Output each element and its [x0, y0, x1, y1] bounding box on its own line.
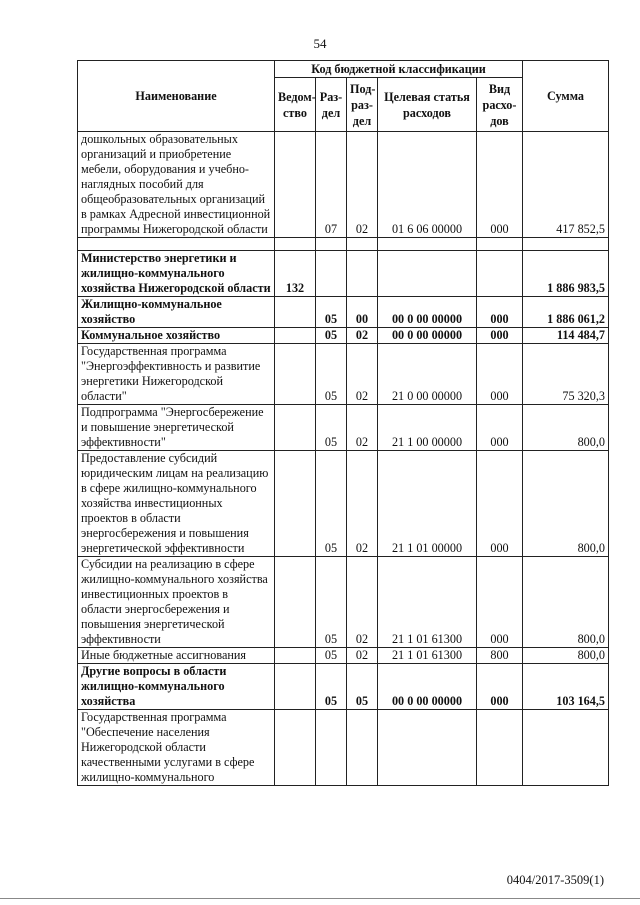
- table-gap-row: [78, 238, 609, 251]
- row-podrazdel-cell: 00: [347, 297, 378, 328]
- row-podrazdel-cell: 02: [347, 557, 378, 648]
- row-razdel-cell: [316, 710, 347, 786]
- row-name-cell: Другие вопросы в области жилищно-коммунального хозяйства: [78, 664, 275, 710]
- row-vid-cell: 000: [477, 405, 523, 451]
- row-tselevaya-cell: 21 1 01 61300: [378, 648, 477, 664]
- row-podrazdel-cell: [347, 238, 378, 251]
- table-row: [78, 297, 609, 328]
- table-row: [78, 648, 609, 664]
- row-name-cell: Жилищно-коммунальное хозяйство: [78, 297, 275, 328]
- row-name-cell: Предоставление субсидий юридическим лицам на реализацию в сфере жилищно-коммунального хозяйства инвестиционных проектов в области энергосбережения и повышения энергетической эффективности: [78, 451, 275, 557]
- row-razdel-cell: 05: [316, 648, 347, 664]
- row-summa-cell: 1 886 061,2: [523, 297, 609, 328]
- row-vedomstvo-cell: [275, 664, 316, 710]
- table-row: [78, 344, 609, 405]
- header-name: Наименование: [78, 61, 275, 132]
- row-vedomstvo-cell: [275, 451, 316, 557]
- row-vedomstvo-cell: [275, 557, 316, 648]
- row-vid-cell: 000: [477, 664, 523, 710]
- row-summa-cell: [523, 238, 609, 251]
- row-name-cell: Коммунальное хозяйство: [78, 328, 275, 344]
- row-podrazdel-cell: [347, 251, 378, 297]
- row-vedomstvo-cell: [275, 132, 316, 238]
- table-row: [78, 710, 609, 786]
- row-vedomstvo-cell: 132: [275, 251, 316, 297]
- row-summa-cell: 103 164,5: [523, 664, 609, 710]
- row-summa-cell: [523, 710, 609, 786]
- row-vid-cell: 000: [477, 344, 523, 405]
- row-razdel-cell: [316, 238, 347, 251]
- row-name-cell: Иные бюджетные ассигнования: [78, 648, 275, 664]
- row-vedomstvo-cell: [275, 710, 316, 786]
- row-name-cell: Государственная программа "Энергоэффективность и развитие энергетики Нижегородской области": [78, 344, 275, 405]
- row-podrazdel-cell: 05: [347, 664, 378, 710]
- row-vid-cell: 000: [477, 297, 523, 328]
- row-vedomstvo-cell: [275, 297, 316, 328]
- row-vedomstvo-cell: [275, 328, 316, 344]
- row-tselevaya-cell: [378, 251, 477, 297]
- row-vid-cell: [477, 238, 523, 251]
- row-tselevaya-cell: 00 0 00 00000: [378, 328, 477, 344]
- header-code-group: Код бюджетной классификации: [275, 61, 523, 78]
- budget-table: [77, 60, 609, 786]
- row-vid-cell: 800: [477, 648, 523, 664]
- row-podrazdel-cell: 02: [347, 451, 378, 557]
- row-summa-cell: 800,0: [523, 557, 609, 648]
- row-summa-cell: 800,0: [523, 451, 609, 557]
- row-razdel-cell: 07: [316, 132, 347, 238]
- row-podrazdel-cell: 02: [347, 405, 378, 451]
- row-podrazdel-cell: 02: [347, 328, 378, 344]
- table-row: [78, 132, 609, 238]
- row-tselevaya-cell: 21 1 01 00000: [378, 451, 477, 557]
- row-name-cell: Подпрограмма "Энергосбережение и повышение энергетической эффективности": [78, 405, 275, 451]
- row-tselevaya-cell: 21 0 00 00000: [378, 344, 477, 405]
- row-razdel-cell: 05: [316, 328, 347, 344]
- row-razdel-cell: 05: [316, 405, 347, 451]
- row-razdel-cell: 05: [316, 297, 347, 328]
- row-razdel-cell: 05: [316, 344, 347, 405]
- row-podrazdel-cell: [347, 710, 378, 786]
- row-vedomstvo-cell: [275, 238, 316, 251]
- table-row: [78, 557, 609, 648]
- document-code: 0404/2017-3509(1): [506, 873, 604, 887]
- row-razdel-cell: [316, 251, 347, 297]
- row-name-cell: дошкольных образовательных организаций и приобретение мебели, оборудования и учебно-наглядных пособий для общеобразовательных организаций в рамках Адресной инвестиционной программы Нижегородской области: [78, 132, 275, 238]
- row-name-cell: Министерство энергетики и жилищно-коммунального хозяйства Нижегородской области: [78, 251, 275, 297]
- row-summa-cell: 1 886 983,5: [523, 251, 609, 297]
- row-vid-cell: [477, 710, 523, 786]
- row-vid-cell: 000: [477, 328, 523, 344]
- row-podrazdel-cell: 02: [347, 648, 378, 664]
- row-tselevaya-cell: 01 6 06 00000: [378, 132, 477, 238]
- page-edge-line: [0, 898, 640, 899]
- header-vedomstvo: Ведом-ство: [275, 78, 316, 132]
- row-tselevaya-cell: [378, 710, 477, 786]
- row-razdel-cell: 05: [316, 664, 347, 710]
- row-vid-cell: 000: [477, 132, 523, 238]
- table-body: [78, 132, 609, 786]
- row-tselevaya-cell: 21 1 01 61300: [378, 557, 477, 648]
- page-number: 54: [313, 36, 327, 51]
- row-razdel-cell: 05: [316, 557, 347, 648]
- row-tselevaya-cell: 21 1 00 00000: [378, 405, 477, 451]
- table-header: [78, 61, 609, 132]
- row-name-cell: [78, 238, 275, 251]
- table-row: [78, 328, 609, 344]
- row-podrazdel-cell: 02: [347, 344, 378, 405]
- row-name-cell: Государственная программа "Обеспечение населения Нижегородской области качественными услугами в сфере жилищно-коммунального: [78, 710, 275, 786]
- row-vedomstvo-cell: [275, 405, 316, 451]
- row-vid-cell: [477, 251, 523, 297]
- table-row: [78, 251, 609, 297]
- row-summa-cell: 417 852,5: [523, 132, 609, 238]
- row-tselevaya-cell: 00 0 00 00000: [378, 297, 477, 328]
- header-summa: Сумма: [523, 61, 609, 132]
- row-vedomstvo-cell: [275, 344, 316, 405]
- header-vid: Вид расхо-дов: [477, 78, 523, 132]
- row-razdel-cell: 05: [316, 451, 347, 557]
- table-row: [78, 451, 609, 557]
- header-tselevaya: Целевая статья расходов: [378, 78, 477, 132]
- row-vid-cell: 000: [477, 451, 523, 557]
- row-podrazdel-cell: 02: [347, 132, 378, 238]
- row-name-cell: Субсидии на реализацию в сфере жилищно-коммунального хозяйства инвестиционных проектов в области энергосбережения и повышения энергетической эффективности: [78, 557, 275, 648]
- row-vedomstvo-cell: [275, 648, 316, 664]
- row-vid-cell: 000: [477, 557, 523, 648]
- table-row: [78, 405, 609, 451]
- table-row: [78, 664, 609, 710]
- row-summa-cell: 800,0: [523, 648, 609, 664]
- row-summa-cell: 75 320,3: [523, 344, 609, 405]
- row-summa-cell: 114 484,7: [523, 328, 609, 344]
- header-podrazdel: Под-раз-дел: [347, 78, 378, 132]
- row-summa-cell: 800,0: [523, 405, 609, 451]
- row-tselevaya-cell: [378, 238, 477, 251]
- header-razdel: Раз-дел: [316, 78, 347, 132]
- row-tselevaya-cell: 00 0 00 00000: [378, 664, 477, 710]
